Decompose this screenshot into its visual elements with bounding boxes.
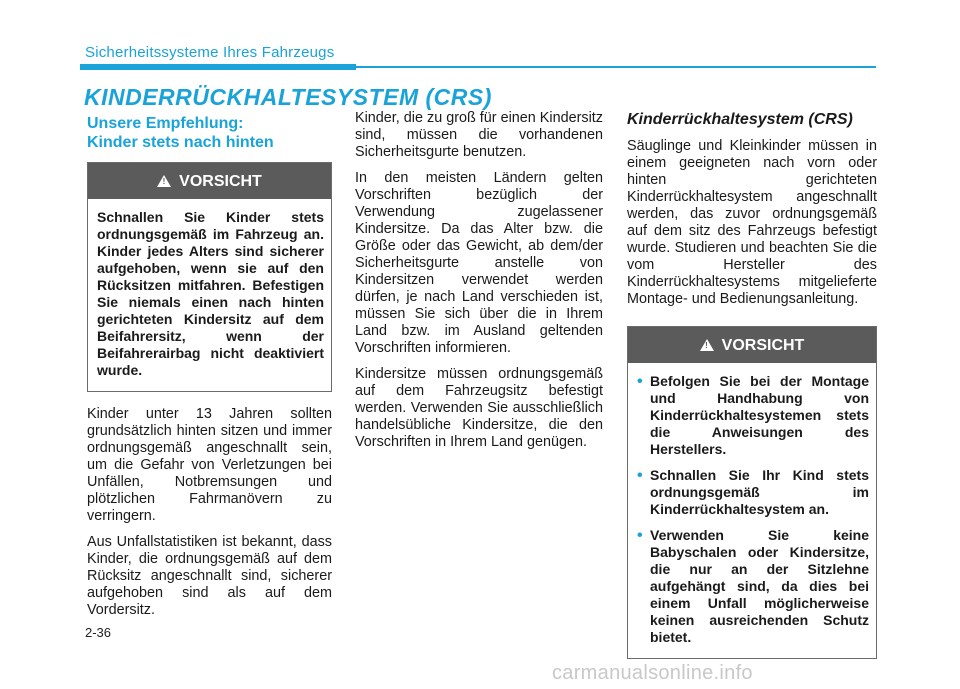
column-3 xyxy=(627,110,877,673)
column-1 xyxy=(87,114,332,628)
caution-body-2 xyxy=(628,363,876,658)
paragraph: Aus Unfallstatistiken ist bekannt, dass Kinder, die ordnungsgemäß auf dem Rücksitz angeschnallt sind, sicherer aufgehoben sind als auf dem Vordersitz. xyxy=(87,534,332,618)
column-2 xyxy=(355,110,603,460)
recommendation-heading-line1: Unsere Empfehlung: xyxy=(87,115,244,132)
caution-header-1 xyxy=(88,163,331,199)
paragraph: Kinder unter 13 Jahren sollten grundsätzlich hinten sitzen und immer ordnungsgemäß angeschnallt sein, um die Gefahr von Verletzungen bei Unfällen, Notbremsungen und plötzlichen Fahrmanövern zu verringern. xyxy=(87,406,332,524)
warning-triangle-icon: ! xyxy=(700,339,714,351)
crs-heading: Kinderrückhaltesystem (CRS) xyxy=(627,111,853,128)
section-header-label: Sicherheitssysteme Ihres Fahrzeugs xyxy=(85,44,335,61)
page-number: 2-36 xyxy=(85,625,112,640)
warning-triangle-icon: ! xyxy=(157,175,171,187)
caution-list-item: • Schnallen Sie Ihr Kind stets ordnungsgemäß im Kinderrückhaltesystem an. xyxy=(637,467,869,518)
caution-list-item: • Befolgen Sie bei der Montage und Handhabung von Kinderrückhaltesystemen stets die Anweisungen des Herstellers. xyxy=(637,373,869,458)
recommendation-heading-line2: Kinder stets nach hinten xyxy=(87,134,274,151)
paragraph: Säuglinge und Kleinkinder müssen in einem geeigneten nach vorn oder hinten gerichteten Kinderrückhaltesystem angeschnallt werden, das zuvor ordnungsgemäß auf dem sitz des Fahrzeugs befestigt wurde. Studieren und beachten Sie die vom Hersteller des Kinderrückhaltesystems mitgelieferte Montage- und Bedienungsanleitung. xyxy=(627,138,877,307)
header-rule xyxy=(356,66,876,68)
paragraph: In den meisten Ländern gelten Vorschriften bezüglich der Verwendung zugelassener Kindersitze. Da das Alter bzw. die Größe oder das Gewicht, ab dem/der Sicherheitsgurte anstelle von Kindersitzen verwendet werden dürfen, je nach Land verschieden ist, müssen Sie sich über die in Ihrem Land bzw. im Ausland geltenden Vorschriften informieren. xyxy=(355,170,603,356)
recommendation-heading xyxy=(87,114,332,152)
caution-list-item: • Verwenden Sie keine Babyschalen oder Kindersitze, die nur an der Sitzlehne aufgehängt sind, da dies bei einem Unfall möglicherweise keinen ausreichenden Schutz bietet. xyxy=(637,527,869,646)
caution-text-1: Schnallen Sie Kinder stets ordnungsgemäß im Fahrzeug an. Kinder jedes Alters sind sicherer aufgehoben, wenn sie auf den Rücksitzen mitfahren. Befestigen Sie niemals einen nach hinten gerichteten Kindersitz auf dem Beifahrersitz, wenn der Beifahrerairbag nicht deaktiviert wurde. xyxy=(97,209,324,378)
watermark: carmanualsonline.info xyxy=(552,662,753,684)
caution-list xyxy=(637,373,869,646)
caution-label-1: VORSICHT xyxy=(179,172,262,190)
caution-box-1 xyxy=(87,162,332,392)
caution-header-2 xyxy=(628,327,876,363)
page-title: KINDERRÜCKHALTESYSTEM (CRS) xyxy=(84,84,492,110)
paragraph: Kindersitze müssen ordnungsgemäß auf dem Fahrzeugsitz befestigt werden. Verwenden Sie ausschließlich handelsübliche Kindersitze, die den Vorschriften in Ihrem Land genügen. xyxy=(355,366,603,450)
caution-box-2 xyxy=(627,326,877,659)
paragraph: Kinder, die zu groß für einen Kindersitz sind, müssen die vorhandenen Sicherheitsgurte benutzen. xyxy=(355,110,603,160)
caution-label-2: VORSICHT xyxy=(721,336,805,354)
header-accent-bar xyxy=(80,64,356,70)
